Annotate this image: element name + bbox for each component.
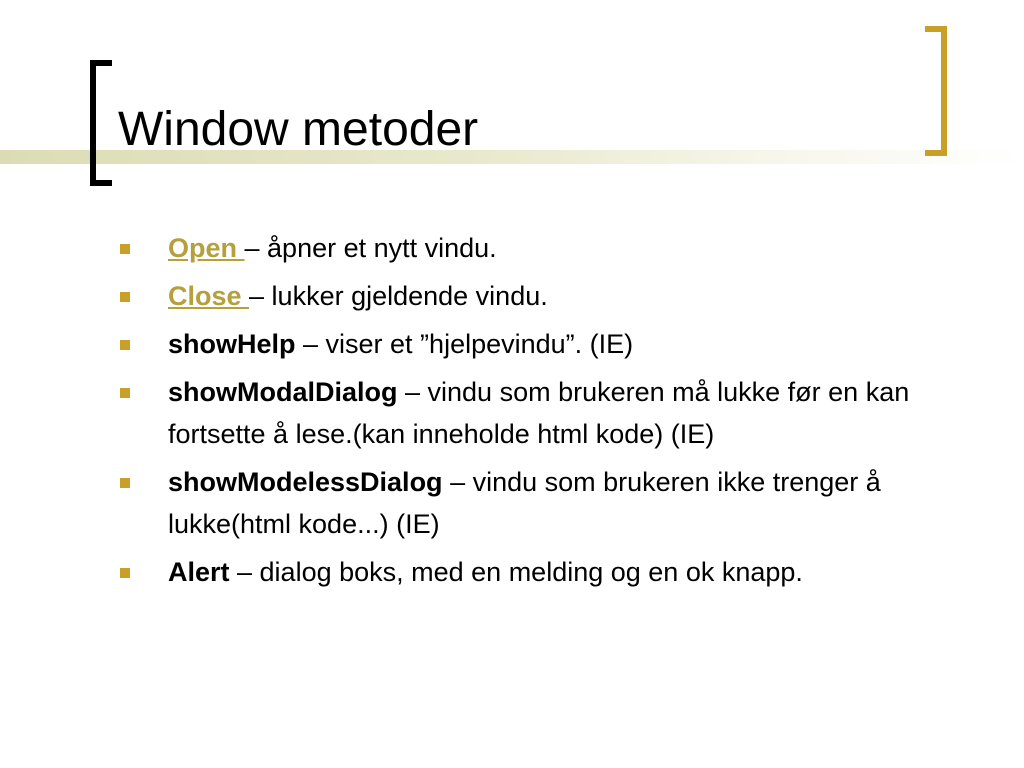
bullet-item-open [118, 227, 958, 269]
slide-title: Window metoder [118, 103, 479, 156]
bullet-description: – åpner et nytt vindu. [244, 233, 497, 263]
bullet-item-alert [118, 551, 958, 593]
bullet-list [118, 227, 958, 599]
left-bracket-decoration [90, 60, 112, 186]
square-bullet-icon [120, 292, 130, 302]
bullet-term: Alert [168, 557, 230, 587]
bullet-term: showHelp [168, 329, 296, 359]
square-bullet-icon [120, 244, 130, 254]
bullet-item-showhelp [118, 323, 958, 365]
bullet-item-showmodaldialog [118, 371, 958, 455]
right-bracket-decoration [925, 26, 947, 156]
bullet-item-showmodelessdialog [118, 461, 958, 545]
bullet-description: – dialog boks, med en melding og en ok knapp. [229, 557, 803, 587]
close-link[interactable]: Close [168, 281, 250, 311]
square-bullet-icon [120, 478, 130, 488]
open-link[interactable]: Open [168, 233, 245, 263]
square-bullet-icon [120, 388, 130, 398]
bullet-description: – vindu som brukeren ikke trenger å lukke(html kode...) (IE) [168, 467, 881, 539]
square-bullet-icon [120, 568, 130, 578]
bullet-item-close [118, 275, 958, 317]
bullet-term: showModalDialog [168, 377, 398, 407]
bullet-description: – lukker gjeldende vindu. [249, 281, 548, 311]
bullet-description: – vindu som brukeren må lukke før en kan fortsette å lese.(kan inneholde html kode) (IE) [168, 377, 910, 449]
bullet-term: showModelessDialog [168, 467, 443, 497]
square-bullet-icon [120, 340, 130, 350]
bullet-description: – viser et ”hjelpevindu”. (IE) [295, 329, 634, 359]
